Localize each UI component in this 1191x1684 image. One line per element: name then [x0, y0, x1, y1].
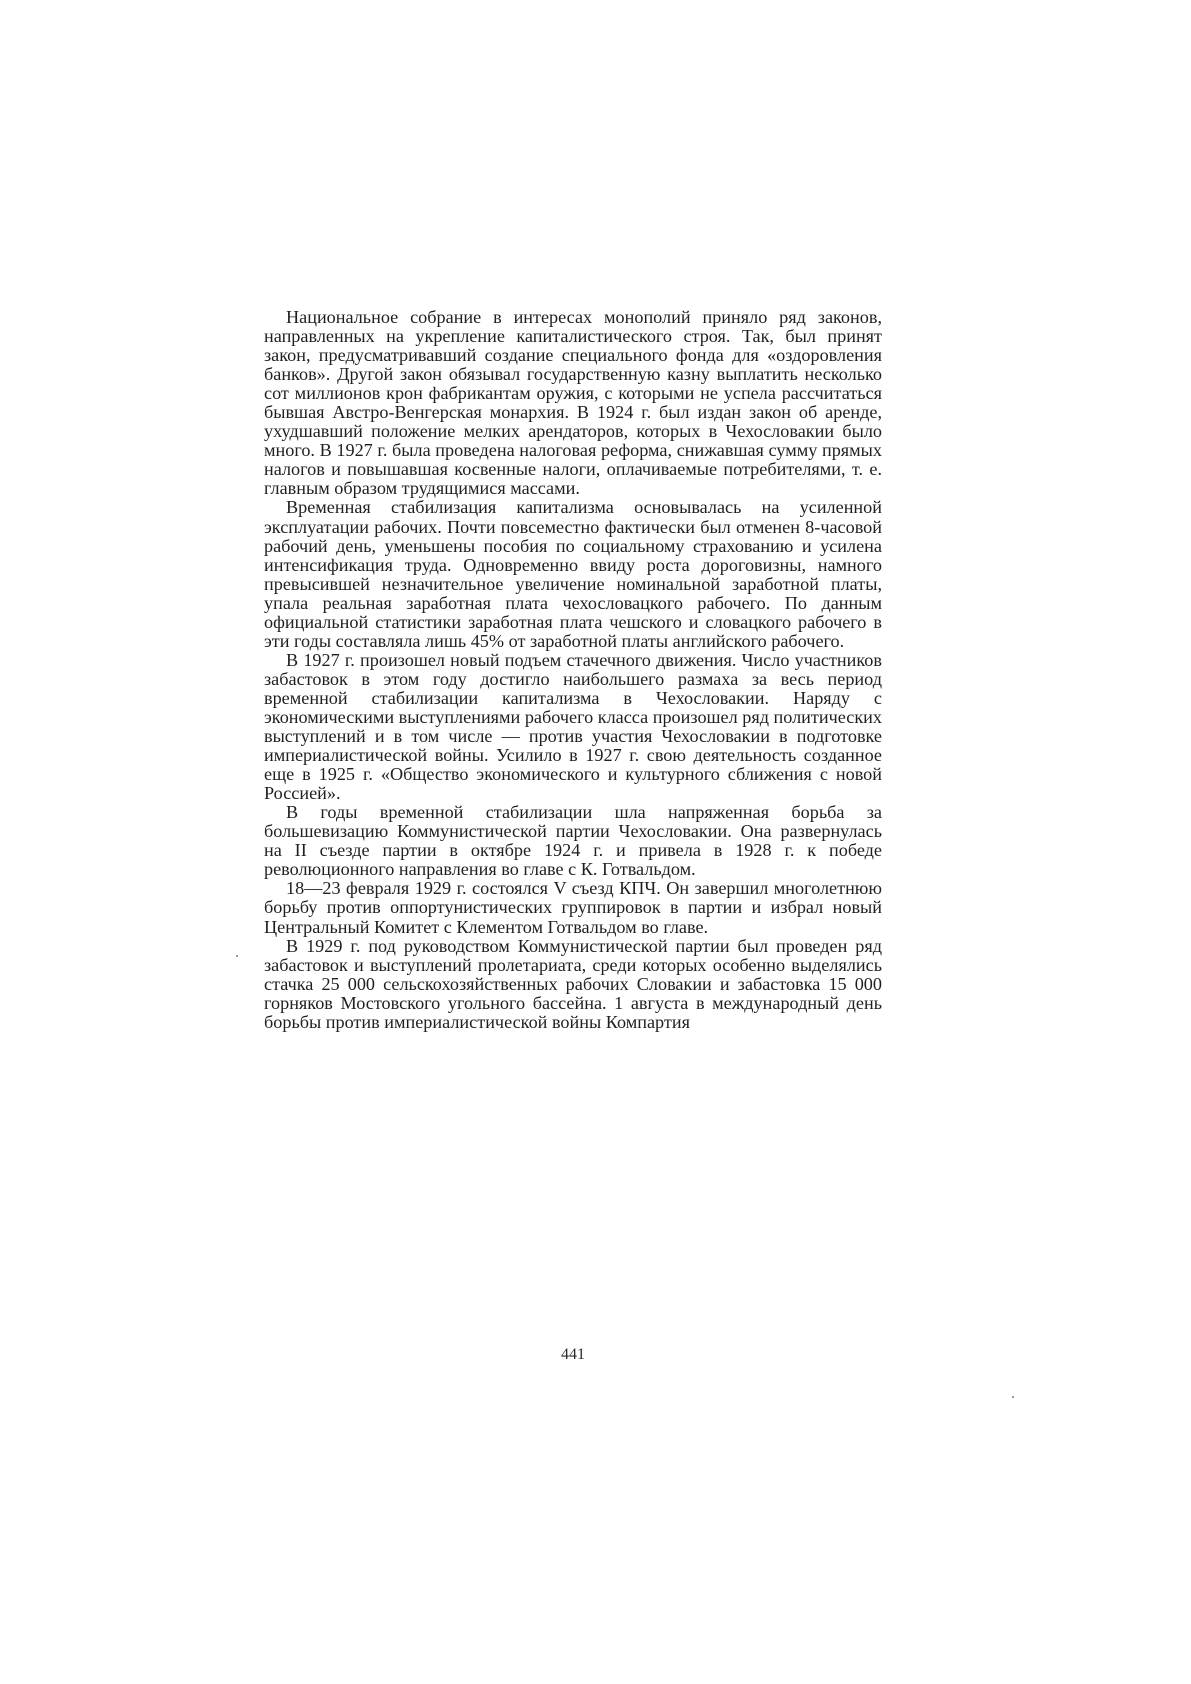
- paragraph-6: В 1929 г. под руководством Коммунистической партии был проведен ряд забастовок и выступлений пролетариата, среди которых особенно выделялись стачка 25 000 сельскохозяйственных рабочих Словакии и забастовка 15 000 горняков Мостовского угольного бассейна. 1 августа в международный день борьбы против империалистической войны Компартия: [264, 935, 882, 1032]
- paragraph-2: Временная стабилизация капитализма основывалась на усиленной эксплуатации рабочих. Почти повсеместно фактически был отменен 8-часовой рабочий день, уменьшены пособия по социальному страхованию и усилена интенсификация труда. Одновременно ввиду роста дороговизны, намного превысившей незначительное увеличение номинальной заработной платы, упала реальная заработная плата чехословацкого рабочего. По данным официальной статистики заработная плата чешского и словацкого рабочего в эти годы составляла лишь 45% от заработной платы английского рабочего.: [264, 497, 882, 651]
- paragraph-1: Национальное собрание в интересах монополий приняло ряд законов, направленных на укрепление капиталистического строя. Так, был принят закон, предусматривавший создание специального фонда для «оздоровления банков». Другой закон обязывал государственную казну выплатить несколько сот миллионов крон фабрикантам оружия, с которыми не успела рассчитаться бывшая Австро-Венгерская монархия. В 1924 г. был издан закон об аренде, ухудшавший положение мелких арендаторов, которых в Чехословакии было много. В 1927 г. была проведена налоговая реформа, снижавшая сумму прямых налогов и повышавшая косвенные налоги, оплачиваемые потребителями, т. е. главным образом трудящимися массами.: [264, 307, 882, 499]
- paragraph-3: В 1927 г. произошел новый подъем стачечного движения. Число участников забастовок в этом году достигло наибольшего размаха за весь период временной стабилизации капитализма в Чехословакии. Наряду с экономическими выступлениями рабочего класса произошел ряд политических выступлений и в том числе — против участия Чехословакии в подготовке империалистической войны. Усилило в 1927 г. свою деятельность созданное еще в 1925 г. «Общество экономического и культурного сближения с новой Россией».: [264, 649, 882, 804]
- scan-speck: [236, 955, 238, 957]
- page-number: 441: [561, 1346, 585, 1363]
- scan-speck: [1012, 1396, 1014, 1398]
- paragraph-5: 18—23 февраля 1929 г. состоялся V съезд КПЧ. Он завершил многолетнюю борьбу против оппортунистических группировок в партии и избрал новый Центральный Комитет с Клементом Готвальдом во главе.: [264, 878, 882, 937]
- body-text: [264, 308, 882, 1032]
- paragraph-4: В годы временной стабилизации шла напряженная борьба за большевизацию Коммунистической партии Чехословакии. Она развернулась на II съезде партии в октябре 1924 г. и привела в 1928 г. к победе революционного направления во главе с К. Готвальдом.: [264, 802, 882, 880]
